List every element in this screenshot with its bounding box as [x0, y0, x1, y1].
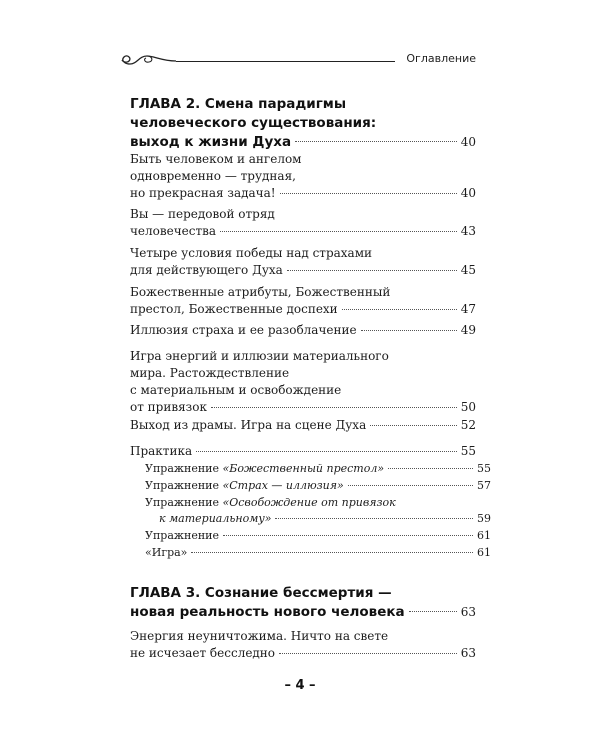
- dot-leader: [211, 407, 457, 408]
- entry-text: Иллюзия страха и ее разоблачение: [130, 323, 357, 337]
- entry-text: Выход из драмы. Игра на сцене Духа: [130, 418, 367, 432]
- page-ref: 47: [460, 302, 476, 316]
- page-ref: 40: [460, 186, 476, 200]
- entry-text: Упражнение «Освобождение от привязок: [145, 496, 396, 509]
- page-ref: 52: [460, 418, 476, 432]
- page-ref: 55: [460, 444, 476, 458]
- entry-text: с материальным и освобождение: [130, 383, 342, 397]
- entry-text: престол, Божественные доспехи: [130, 302, 338, 316]
- entry-text: Упражнение «Страх — иллюзия»: [145, 479, 344, 492]
- chapter-title-line: человеческого существования:: [130, 115, 377, 131]
- entry-text: Энергия неуничтожима. Ничто на свете: [130, 629, 389, 643]
- chapter-title-line: ГЛАВА 2. Смена парадигмы: [130, 96, 347, 112]
- entry-text: Игра энергий и иллюзии материального: [130, 349, 389, 363]
- entry-text: Вы — передовой отряд: [130, 207, 275, 221]
- chapter-title-line: новая реальность нового человека: [130, 604, 405, 620]
- chapter-3-heading[interactable]: [130, 584, 476, 622]
- toc-entry[interactable]: [130, 151, 476, 202]
- page-ref: 61: [477, 529, 491, 542]
- flourish-ornament: [118, 52, 178, 70]
- entry-text: от привязок: [130, 400, 207, 414]
- entry-text: Практика: [130, 444, 193, 458]
- toc-entry[interactable]: [130, 206, 476, 240]
- dot-leader: [287, 270, 457, 271]
- entry-text: Божественные атрибуты, Божественный: [130, 285, 391, 299]
- toc-entry[interactable]: [130, 417, 476, 434]
- entry-text: но прекрасная задача!: [130, 186, 276, 200]
- toc-entry[interactable]: [130, 628, 476, 662]
- chapter-2-heading[interactable]: [130, 95, 476, 152]
- page-ref: 59: [477, 512, 491, 525]
- toc-entry[interactable]: [130, 245, 476, 279]
- page-ref: 61: [477, 546, 491, 559]
- dot-leader: [191, 552, 473, 553]
- dot-leader: [275, 518, 473, 519]
- practice-entry[interactable]: [130, 443, 476, 460]
- entry-text: «Игра»: [145, 546, 188, 559]
- page-ref: 55: [477, 462, 491, 475]
- dot-leader: [196, 451, 457, 452]
- entry-text: Упражнение «Божественный престол»: [145, 462, 385, 475]
- dot-leader: [342, 309, 457, 310]
- page-ref: 57: [477, 479, 491, 492]
- header-rule: [176, 61, 395, 62]
- dot-leader: [280, 193, 457, 194]
- exercise-entry[interactable]: [130, 528, 491, 544]
- toc-entry[interactable]: [130, 322, 476, 339]
- exercise-entry[interactable]: [130, 545, 491, 561]
- dot-leader: [295, 141, 457, 142]
- dot-leader: [409, 611, 457, 612]
- entry-text: мира. Растождествление: [130, 366, 290, 380]
- entry-text: к материальному»: [159, 512, 272, 525]
- page-ref: 45: [460, 263, 476, 277]
- dot-leader: [361, 330, 457, 331]
- entry-text: не исчезает бесследно: [130, 646, 276, 660]
- chapter-title-line: выход к жизни Духа: [130, 134, 292, 150]
- entry-text: человечества: [130, 224, 217, 238]
- entry-text: Быть человеком и ангелом: [130, 152, 302, 166]
- entry-text: Четыре условия победы над страхами: [130, 246, 373, 260]
- dot-leader: [388, 468, 473, 469]
- exercise-entry[interactable]: [130, 478, 491, 494]
- page-number: – 4 –: [284, 678, 316, 693]
- running-head-title: Оглавление: [406, 52, 476, 65]
- page-ref: 50: [460, 400, 476, 414]
- exercise-entry[interactable]: [130, 461, 491, 477]
- dot-leader: [279, 653, 457, 654]
- running-head: [0, 50, 600, 72]
- page-ref: 43: [460, 224, 476, 238]
- dot-leader: [220, 231, 457, 232]
- page-ref: 49: [460, 323, 476, 337]
- dot-leader: [223, 535, 473, 536]
- exercise-entry[interactable]: [130, 495, 491, 527]
- dot-leader: [370, 425, 456, 426]
- toc-entry[interactable]: [130, 284, 476, 318]
- page-ref: 63: [460, 605, 476, 619]
- entry-text: одновременно — трудная,: [130, 169, 296, 183]
- page-ref: 40: [460, 135, 476, 149]
- entry-text: Упражнение: [145, 529, 220, 542]
- entry-text: для действующего Духа: [130, 263, 283, 277]
- toc-entry[interactable]: [130, 348, 476, 416]
- page-ref: 63: [460, 646, 476, 660]
- dot-leader: [348, 485, 473, 486]
- chapter-title-line: ГЛАВА 3. Сознание бессмертия —: [130, 585, 392, 601]
